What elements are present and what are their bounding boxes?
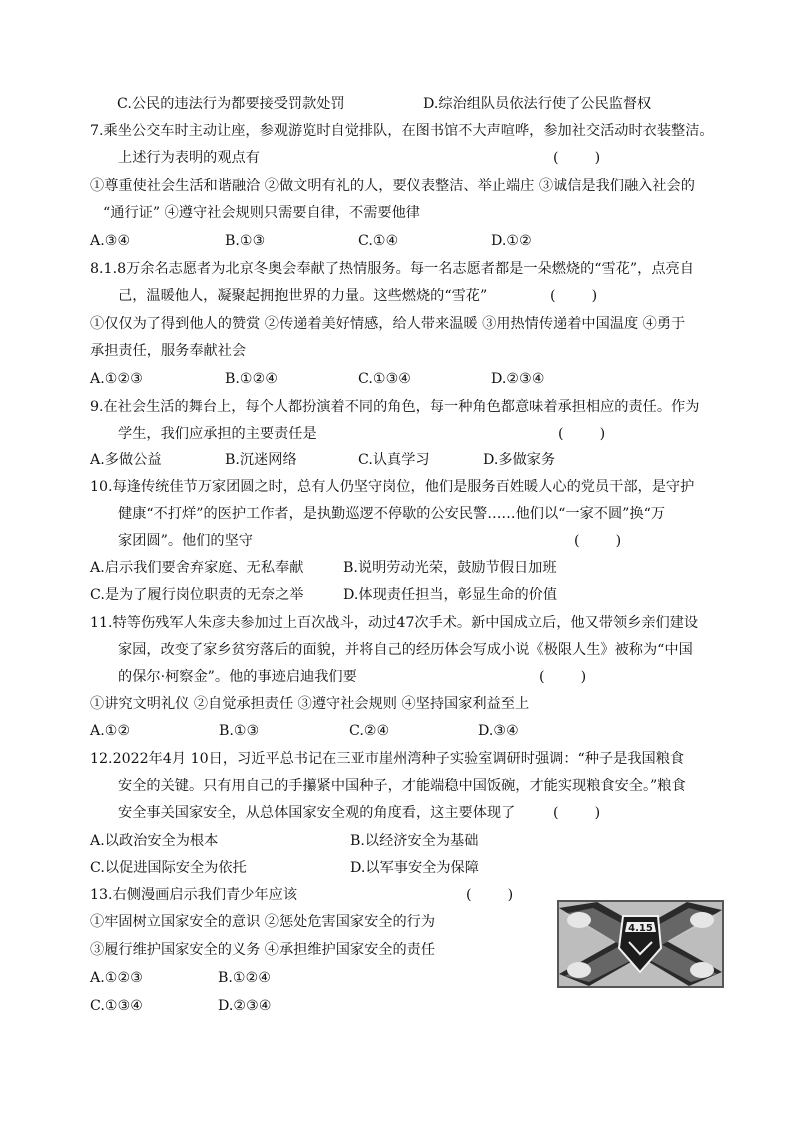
- q12-option-a: A.以政治安全为根本: [90, 833, 219, 849]
- q11-option-d: D.③④: [478, 723, 519, 739]
- q13-stem-line1: 13.右侧漫画启示我们青少年应该: [90, 887, 298, 903]
- q11-stem-line3: 的保尔·柯察金”。他的事迹启迪我们要: [118, 669, 357, 685]
- q8-option-c: C.①③④: [358, 371, 412, 387]
- cartoon-illustration: [559, 902, 722, 986]
- q13-statement-line2: ③履行维护国家安全的义务 ④承担维护国家安全的责任: [90, 942, 436, 958]
- q8-stem-line1: 8.1.8万余名志愿者为北京冬奥会奉献了热情服务。每一名志愿者都是一朵燃烧的“雪花”，点亮自: [90, 261, 694, 277]
- q11-option-b: B.①③: [219, 723, 260, 739]
- q9-option-c: C.认真学习: [358, 452, 430, 468]
- q11-option-c: C.②④: [349, 723, 390, 739]
- q13-cartoon-image: [557, 900, 724, 988]
- q8-statement-line1: ①仅仅为了得到他人的赞赏 ②传递着美好情感，给人带来温暖 ③用热情传递着中国温度 ④勇于: [90, 316, 686, 332]
- q7-stem-line2: 上述行为表明的观点有: [118, 150, 260, 166]
- q8-answer-bracket: ( ): [550, 288, 598, 304]
- q13-option-b: B.①②④: [218, 970, 272, 986]
- q10-option-b: B.说明劳动光荣，鼓励节假日加班: [343, 560, 557, 576]
- q12-option-d: D.以军事安全为保障: [350, 860, 479, 876]
- q10-option-d: D.体现责任担当，彰显生命的价值: [343, 587, 558, 603]
- q13-option-d: D.②③④: [218, 998, 272, 1014]
- q11-stem-line2: 家园，改变了家乡贫穷落后的面貌，并将自己的经历体会写成小说《极限人生》被称为“中国: [118, 642, 693, 658]
- q7-option-a: A.③④: [90, 233, 131, 249]
- q8-statement-line2: 承担责任，服务奉献社会: [90, 343, 247, 359]
- q7-statement-line1: ①尊重使社会生活和谐融洽 ②做文明有礼的人，要仪表整洁、举止端庄 ③诚信是我们融入社会的: [90, 178, 695, 194]
- cartoon-date-label: 4.15: [628, 923, 653, 934]
- q7-option-b: B.①③: [225, 233, 266, 249]
- q10-stem-line2: 健康“不打烊”的医护工作者，是执勤巡逻不停歇的公安民警……他们以“一家不圆”换“万: [118, 506, 666, 522]
- q12-stem-line3: 安全事关国家安全，从总体国家安全观的角度看，这主要体现了: [118, 805, 516, 821]
- q8-option-d: D.②③④: [491, 371, 545, 387]
- q6-option-d: D.综治组队员依法行使了公民监督权: [423, 96, 652, 112]
- q13-statement-line1: ①牢固树立国家安全的意识 ②惩处危害国家安全的行为: [90, 914, 436, 930]
- q12-option-b: B.以经济安全为基础: [350, 833, 479, 849]
- q9-option-b: B.沉迷网络: [225, 452, 297, 468]
- q7-statement-line2: “通行证” ④遵守社会规则只需要自律，不需要他律: [103, 205, 420, 221]
- q10-stem-line3: 家团圆”。他们的坚守: [118, 533, 253, 549]
- q9-option-a: A.多做公益: [90, 452, 162, 468]
- q10-option-a: A.启示我们要舍弃家庭、无私奉献: [90, 560, 304, 576]
- q9-option-d: D.多做家务: [483, 452, 556, 468]
- q11-answer-bracket: ( ): [539, 669, 587, 685]
- q12-stem-line2: 安全的关键。只有用自己的手攥紧中国种子，才能端稳中国饭碗，才能实现粮食安全。”粮食: [118, 778, 686, 794]
- q8-option-b: B.①②④: [225, 371, 279, 387]
- q11-option-a: A.①②: [90, 723, 131, 739]
- q10-answer-bracket: ( ): [574, 533, 622, 549]
- q12-answer-bracket: ( ): [553, 805, 601, 821]
- q11-statement-line1: ①讲究文明礼仪 ②自觉承担责任 ③遵守社会规则 ④坚持国家利益至上: [90, 696, 530, 712]
- q12-option-c: C.以促进国际安全为依托: [90, 860, 247, 876]
- q13-answer-bracket: ( ): [466, 887, 514, 903]
- q12-stem-line1: 12.2022年4月 10日，习近平总书记在三亚市崖州湾种子实验室调研时强调：“种子是我国粮食: [90, 751, 685, 767]
- q9-stem-line1: 9.在社会生活的舞台上，每个人都扮演着不同的角色，每一种角色都意味着承担相应的责任。作为: [90, 399, 700, 415]
- q6-option-c: C.公民的违法行为都要接受罚款处罚: [117, 96, 345, 112]
- q9-answer-bracket: ( ): [558, 426, 606, 442]
- q9-stem-line2: 学生，我们应承担的主要责任是: [118, 426, 317, 442]
- q7-option-d: D.①②: [491, 233, 532, 249]
- q11-stem-line1: 11.特等伤残军人朱彦夫参加过上百次战斗，动过47次手术。新中国成立后，他又带领乡亲们建设: [90, 615, 699, 631]
- q7-answer-bracket: ( ): [553, 150, 601, 166]
- q8-stem-line2: 己，温暖他人，凝聚起拥抱世界的力量。这些燃烧的“雪花”: [118, 288, 488, 304]
- q13-option-c: C.①③④: [90, 998, 144, 1014]
- q7-stem-line1: 7.乘坐公交车时主动让座，参观游览时自觉排队，在图书馆不大声喧哗，参加社交活动时衣装整洁。: [90, 123, 714, 139]
- q10-option-c: C.是为了履行岗位职责的无奈之举: [90, 587, 304, 603]
- q8-option-a: A.①②③: [90, 371, 143, 387]
- q13-option-a: A.①②③: [90, 970, 143, 986]
- q7-option-c: C.①④: [358, 233, 399, 249]
- q10-stem-line1: 10.每逢传统佳节万家团圆之时，总有人仍坚守岗位，他们是服务百姓暖人心的党员干部，是守护: [90, 479, 695, 495]
